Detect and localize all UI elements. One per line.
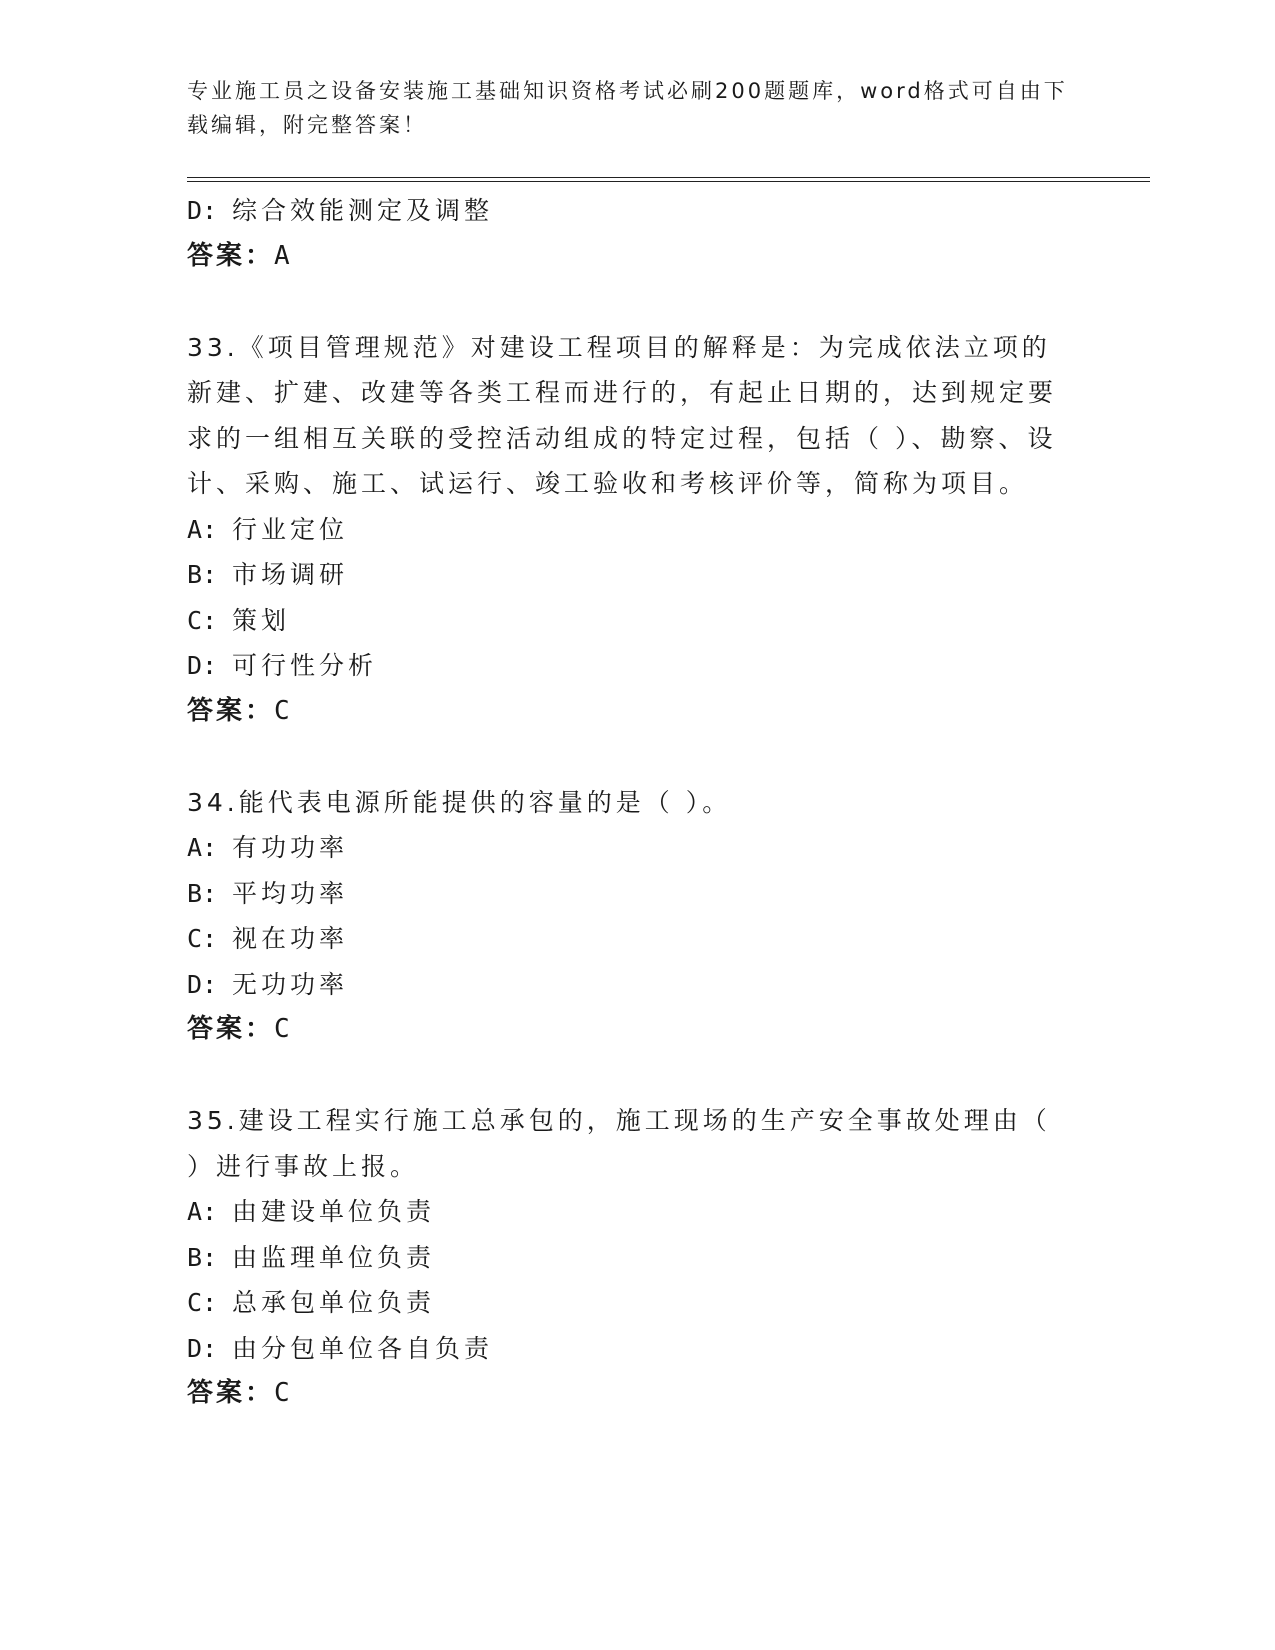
option-label: C: bbox=[187, 1288, 218, 1317]
option-label: A: bbox=[187, 514, 218, 544]
option-b bbox=[187, 871, 1087, 917]
prev-option-d bbox=[187, 188, 1087, 234]
answer-prefix: 答案： bbox=[187, 1378, 275, 1408]
option-text: 平均功率 bbox=[232, 878, 349, 908]
answer-value: C bbox=[274, 1378, 293, 1408]
option-a bbox=[187, 1189, 1087, 1235]
option-text: 综合效能测定及调整 bbox=[232, 196, 494, 225]
option-label: C: bbox=[187, 605, 218, 635]
answer-value: C bbox=[274, 1014, 293, 1044]
option-text: 行业定位 bbox=[232, 514, 349, 544]
option-label: A: bbox=[187, 1197, 218, 1226]
option-c bbox=[187, 916, 1087, 962]
option-label: C: bbox=[187, 924, 218, 953]
question-number: 34. bbox=[187, 787, 239, 817]
answer-value: A bbox=[274, 240, 293, 271]
answer-prefix: 答案： bbox=[187, 1014, 275, 1044]
option-a bbox=[187, 825, 1087, 871]
option-c bbox=[187, 598, 1087, 644]
option-text: 由分包单位各自负责 bbox=[232, 1333, 494, 1363]
question-text: 建设工程实行施工总承包的，施工现场的生产安全事故处理由（ ）进行事故上报。 bbox=[187, 1106, 1051, 1181]
option-label: A: bbox=[187, 833, 218, 862]
option-text: 可行性分析 bbox=[232, 651, 378, 680]
spacer bbox=[187, 279, 1087, 325]
option-c bbox=[187, 1280, 1087, 1326]
answer-33 bbox=[187, 689, 1087, 735]
question-text: 能代表电源所能提供的容量的是（ ）。 bbox=[238, 787, 732, 817]
option-b bbox=[187, 552, 1087, 598]
option-label: D: bbox=[187, 969, 218, 999]
answer-34 bbox=[187, 1007, 1087, 1053]
question-33 bbox=[187, 325, 1067, 507]
answer-prefix: 答案： bbox=[187, 240, 275, 271]
option-label: D: bbox=[187, 196, 218, 225]
option-text: 由监理单位负责 bbox=[232, 1242, 436, 1272]
option-b bbox=[187, 1235, 1087, 1281]
document-header: 专业施工员之设备安装施工基础知识资格考试必刷200题题库，word格式可自由下载编辑，附完整答案！ bbox=[187, 79, 1068, 137]
question-35 bbox=[187, 1098, 1067, 1189]
option-d bbox=[187, 643, 1087, 689]
option-label: D: bbox=[187, 1333, 218, 1363]
option-text: 视在功率 bbox=[232, 924, 349, 953]
option-d bbox=[187, 962, 1087, 1008]
answer-35 bbox=[187, 1371, 1087, 1417]
question-content bbox=[187, 188, 1087, 1417]
header-rule-bottom bbox=[187, 181, 1150, 182]
prev-answer bbox=[187, 234, 1087, 280]
spacer bbox=[187, 734, 1087, 780]
option-label: D: bbox=[187, 651, 218, 680]
option-text: 有功功率 bbox=[232, 833, 349, 862]
option-label: B: bbox=[187, 1242, 218, 1272]
option-label: B: bbox=[187, 878, 218, 908]
option-text: 市场调研 bbox=[232, 560, 349, 589]
option-a bbox=[187, 507, 1087, 553]
question-text: 《项目管理规范》对建设工程项目的解释是：为完成依法立项的新建、扩建、改建等各类工程而进行的，有起止日期的，达到规定要求的一组相互关联的受控活动组成的特定过程，包括（ ）、勘察、设计、采购、施工、试运行、竣工验收和考核评价等，简称为项目。 bbox=[187, 332, 1058, 498]
option-text: 无功功率 bbox=[232, 969, 349, 999]
question-number: 33. bbox=[187, 332, 239, 362]
option-text: 策划 bbox=[232, 605, 291, 635]
question-number: 35. bbox=[187, 1106, 239, 1135]
answer-value: C bbox=[274, 695, 293, 726]
question-34 bbox=[187, 780, 1067, 826]
option-label: B: bbox=[187, 560, 218, 589]
header-rule-top bbox=[187, 177, 1150, 178]
answer-prefix: 答案： bbox=[187, 695, 275, 726]
spacer bbox=[187, 1053, 1087, 1099]
option-d bbox=[187, 1326, 1087, 1372]
option-text: 总承包单位负责 bbox=[232, 1288, 436, 1317]
option-text: 由建设单位负责 bbox=[232, 1197, 436, 1226]
